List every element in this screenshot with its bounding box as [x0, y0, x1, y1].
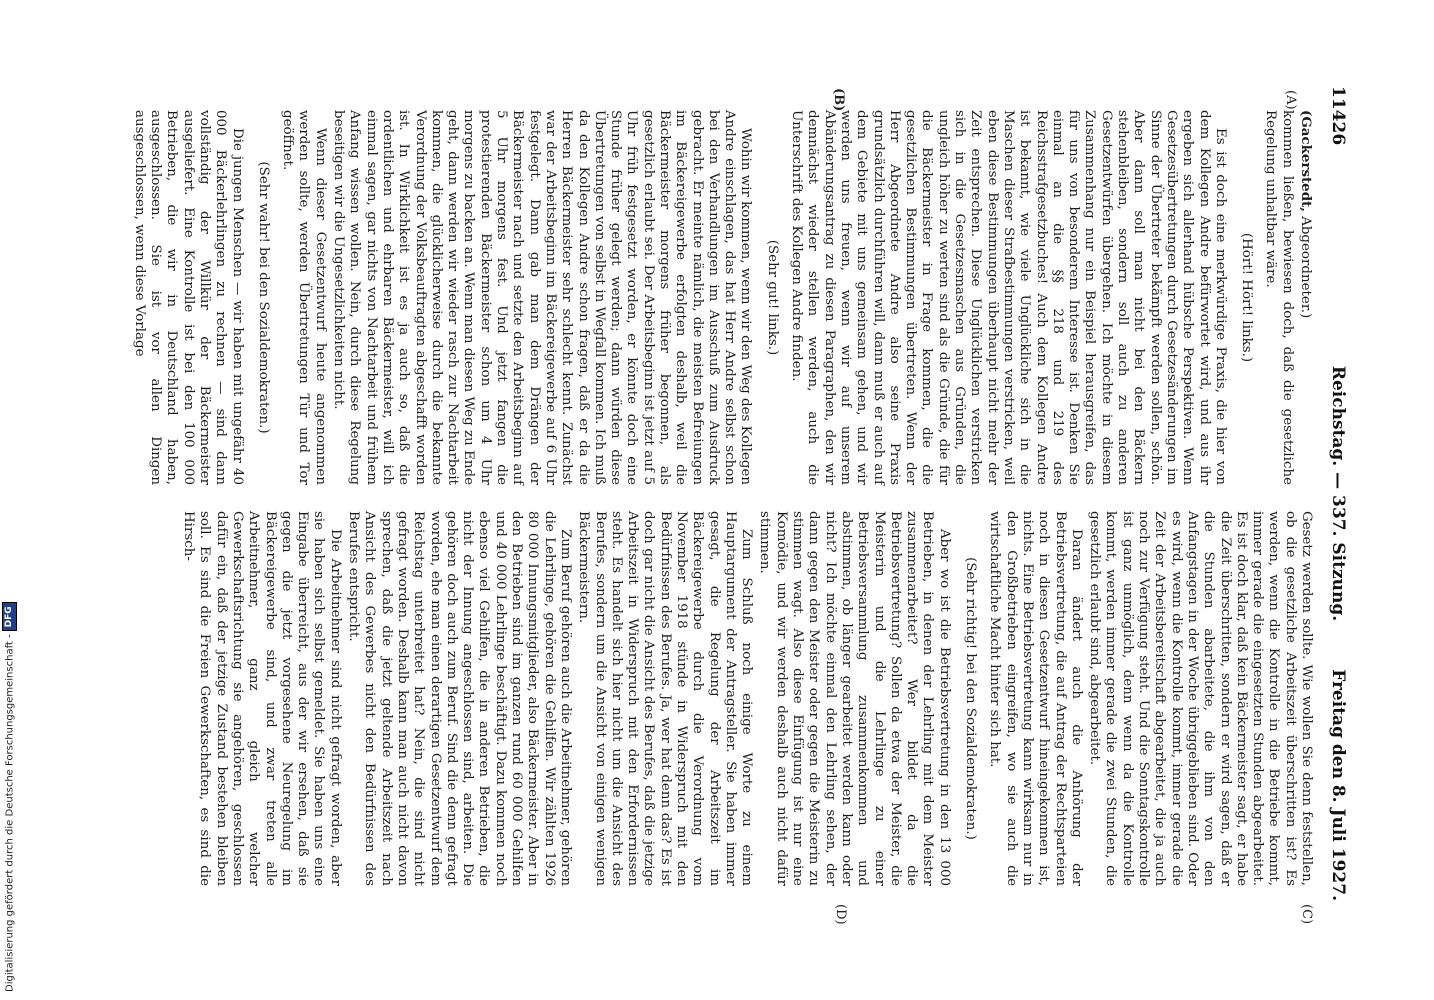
paragraph: Aber wo ist die Betriebsvertretung in den 13 000 Betrieben, in denen der Lehrling mit dem Meister zusammenarbeitet? Wer bildet da die Betriebsvertretung? Sollen da etwa der Meister, die Meisterin und die Lehrlinge zu einer Betriebsversammlung zusammenkommen und abstimmen, ob länger gearbeitet werden kann oder nicht? Ich möchte einmal den Lehrling sehen, der dann gegen den Meister oder gegen die Meisterin zu stimmen wagt. Also diese Einfügung ist nur eine Komödie, und wir werden deshalb auch nicht dafür stimmen. — [757, 511, 952, 886]
paragraph: Wenn dieser Gesetzentwurf heute angenommen werden sollte, werden Übertretungen Tür und Tor geöffnet. — [280, 110, 328, 485]
speaker-name: (Gackerstedt, — [1298, 110, 1314, 212]
speaker-line — [1297, 110, 1314, 485]
interjection: (Sehr richtig! bei den Sozialdemokraten.) — [963, 557, 979, 840]
margin-letter-b: (B) — [831, 88, 846, 112]
header-date: Freitag den 8. Juli 1927. — [1328, 669, 1348, 901]
margin-letter-c: (C) — [1299, 904, 1314, 925]
interjection: (Hört! Hört! links.) — [1239, 232, 1255, 363]
dfg-logo: DFG — [2, 602, 17, 631]
page-number: 11426 — [1328, 86, 1348, 146]
header-title: Reichstag. — 337. Sitzung. — [1328, 365, 1348, 622]
paragraph: Gesetz werden sollte. Wie wollen Sie denn feststellen, ob die gesetzliche Arbeitszeit überschritten ist? Es werden, wenn die Kontrolle in die Betriebe kommt, immer gerade die eingesetzten Stunden abgearbeitet. Es ist doch klar, daß kein Bäckermeister sagt, er habe die Zeit überschritten, sondern er wird sagen, daß er die Stunden abarbeitete, die ihm von den Anfangstagen in der Woche übriggeblieben sind. Oder es wird, wenn die Kontrolle kommt, immer gerade die Zeit der Arbeitsbereitschaft abgearbeitet, die ja auch noch zur Verfügung steht. Und die Sonntagskontrolle ist ganz unmöglich, denn wenn da die Kontrolle kommt, werden immer gerade die zwei Stunden, die gesetzlich erlaubt sind, abgearbeitet. — [1087, 511, 1314, 886]
speaker-role: Abgeordneter.) — [1298, 216, 1313, 319]
margin-letter-a: (A) — [1283, 90, 1298, 110]
paragraph: Zum Schluß noch einige Worte zu einem Hauptargument der Antragsteller. Sie haben immer gesagt, die Regelung der Arbeitszeit im Bäckereigewerbe durch die Verordnung vom November 1918 stünde in Widerspruch mit den Bedürfnissen des Berufes. Ja, wer hat denn das? Es ist doch gar nicht die Ansicht des Berufes, daß die jetzige Arbeitszeit in Widerspruch mit den Erfordernissen steht. Es handelt sich hier nicht um die Ansicht des Berufes, sondern um die Ansicht von einigen wenigen Bäckermeistern. — [576, 511, 755, 886]
paragraph: Zum Beruf gehören auch die Arbeitnehmer, gehören die Lehrlinge, gehören die Gehilfen. Wir zählten 1926 80 000 Innungsmitglieder, also Bäckermeister. Aber in den Betrieben sind im ganzen rund 60 000 Gehilfen und 40 000 Lehrlinge beschäftigt. Dazu kommen noch ebenso viel Gehilfen, die in anderen Betrieben, die nicht der Innung angeschlossen sind, arbeiten. Die gehören doch auch zum Beruf. Sind die denn gefragt worden, ehe man einen derartigen Gesetzentwurf dem Reichstag unterbreitet hat? Nein, die sind nicht gefragt worden. Deshalb kann man auch nicht davon sprechen, daß die jetzt geltende Arbeitszeit nach Ansicht des Gewerbes nicht den Bedürfnissen des Berufes entspricht. — [346, 511, 573, 886]
margin-letter-d: (D) — [833, 904, 848, 925]
right-column — [178, 511, 1314, 886]
interjection: (Sehr wahr! bei den Sozialdemokraten.) — [255, 161, 271, 434]
digitization-credit — [2, 606, 18, 992]
paragraph: Wohin wir kommen, wenn wir den Weg des Kollegen Andre einschlagen, das hat Herr Andre selbst schon bei den Verhandlungen im Ausschuß zum Ausdruck gebracht. Er meinte nämlich, die meisten Befreiungen im Bäckereigewerbe erfolgten deshalb, weil die Bäckermeister morgens früher begonnen, als gesetzlich erlaubt sei. Der Arbeitsbeginn ist jetzt auf 5 Uhr früh festgesetzt worden, er könnte doch eine Stunde früher gelegt werden; dann würden diese Übertretungen von selbst in Wegfall kommen. Ich muß da den Kollegen Andre schon fragen, daß er da die Herren Bäckermeister sehr schlecht kennt. Zunächst war der Arbeitsbeginn im Bäckereigewerbe auf 6 Uhr festgelegt. Dann gab man dem Drängen der Bäckermeister nach und setzte den Arbeitsbeginn auf 5 Uhr morgens fest. Und jetzt fangen die protestierenden Bäckermeister schon um 4 Uhr morgens zu backen an. Wenn man diesen Weg zu Ende geht, dann werden wir wieder rasch zur Nachtarbeit kommen, die glücklicherweise durch die bekannte Verordnung der Volksbeauftragten abgeschafft worden ist. In Wirklichkeit ist es ja auch so, daß die ordentlichen und ehrbaren Bäckermeister, will ich einmal sagen, gar nichts von Nachtarbeit und frühem Anfang wissen wollen. Nein, durch diese Regelung beseitigen wir die Ungesetzlichkeiten nicht. — [331, 110, 754, 485]
paragraph: Daran ändert auch die Anhörung der Betriebsvertretung, die auf Antrag der Rechtsparteien noch in diesen Gesetzentwurf hineingekommen ist, nichts. Eine Betriebsvertretung kann wirksam nur in den Großbetrieben eingreifen, wo sie auch die wirtschaftliche Macht hinter sich hat. — [987, 511, 1084, 886]
paragraph: Die Arbeitnehmer sind nicht gefragt worden, aber sie haben sich selbst gemeldet. Sie haben uns eine Eingabe überreicht, aus der wir ersehen, daß sie gegen die jetzt vorgesehene Neuregelung im Bäckereigewerbe sind, und zwar treten alle Arbeitnehmer, ganz gleich welcher Gewerkschaftsrichtung sie angehören, geschlossen dafür ein, daß der jetzige Zustand bestehen bleiben soll. Es sind die Freien Gewerkschaften, es sind die Hirsch- — [181, 511, 343, 886]
paragraph: kommen ließen, bewiesen doch, daß die gesetzliche Regelung unhaltbar wäre. — [1263, 110, 1295, 485]
running-header — [1322, 86, 1348, 901]
left-column — [129, 110, 1314, 485]
credit-text: Digitalisierung gefördert durch die Deutsche Forschungsgemeinschaft - — [4, 634, 16, 992]
paragraph: Es ist doch eine merkwürdige Praxis, die hier von dem Kollegen Andre befürwortet wird, und aus ihr ergeben sich allerhand hübsche Perspektiven. Wenn Gesetzesübertretungen durch Gesetzesänderungen im Sinne der Übertreter bekämpft werden sollen, schön. Aber dann soll man nicht bei den Bäckern stehenbleiben, sondern soll auch zu anderen Gesetzentwürfen übergehen. Ich möchte in diesem Zusammenhang nur ein Beispiel herausgreifen, das für uns von besonderem Interesse ist. Denken Sie einmal an die §§ 218 und 219 des Reichsstrafgesetzbuches! Auch dem Kollegen Andre ist bekannt, wie viele Unglückliche sich in die Maschen dieser Strafbestimmungen verstricken, weil eben diese Bestimmungen überhaupt nicht mehr der Zeit entsprechen. Diese Unglücklichen verstricken sich in die Gesetzesmaschen aus Gründen, die ungleich höher zu werten sind als die Gründe, die für die Bäckermeister in Frage kommen, die die gesetzlichen Bestimmungen übertreten. Wenn der Herr Abgeordnete Andre also seine Praxis grundsätzlich durchführen will, dann muß er auch auf dem Gebiete mit uns gemeinsam gehen, und wir werden uns freuen, wenn wir auf unserem Abänderungsantrag zu diesen Paragraphen, den wir demnächst wieder stellen werden, auch die Unterschrift des Kollegen Andre finden. — [789, 110, 1228, 485]
interjection: (Sehr gut! links.) — [764, 239, 780, 356]
paragraph: Die jungen Menschen — wir haben mit ungefähr 40 000 Bäckerlehrlingen zu rechnen — sind dann vollständig der Willkür der Bäckermeister ausgeliefert. Eine Kontrolle ist bei den 100 000 Betrieben, die wir in Deutschland haben, ausgeschlossen. Sie ist vor allen Dingen ausgeschlossen, wenn diese Vorlage — [131, 110, 245, 485]
